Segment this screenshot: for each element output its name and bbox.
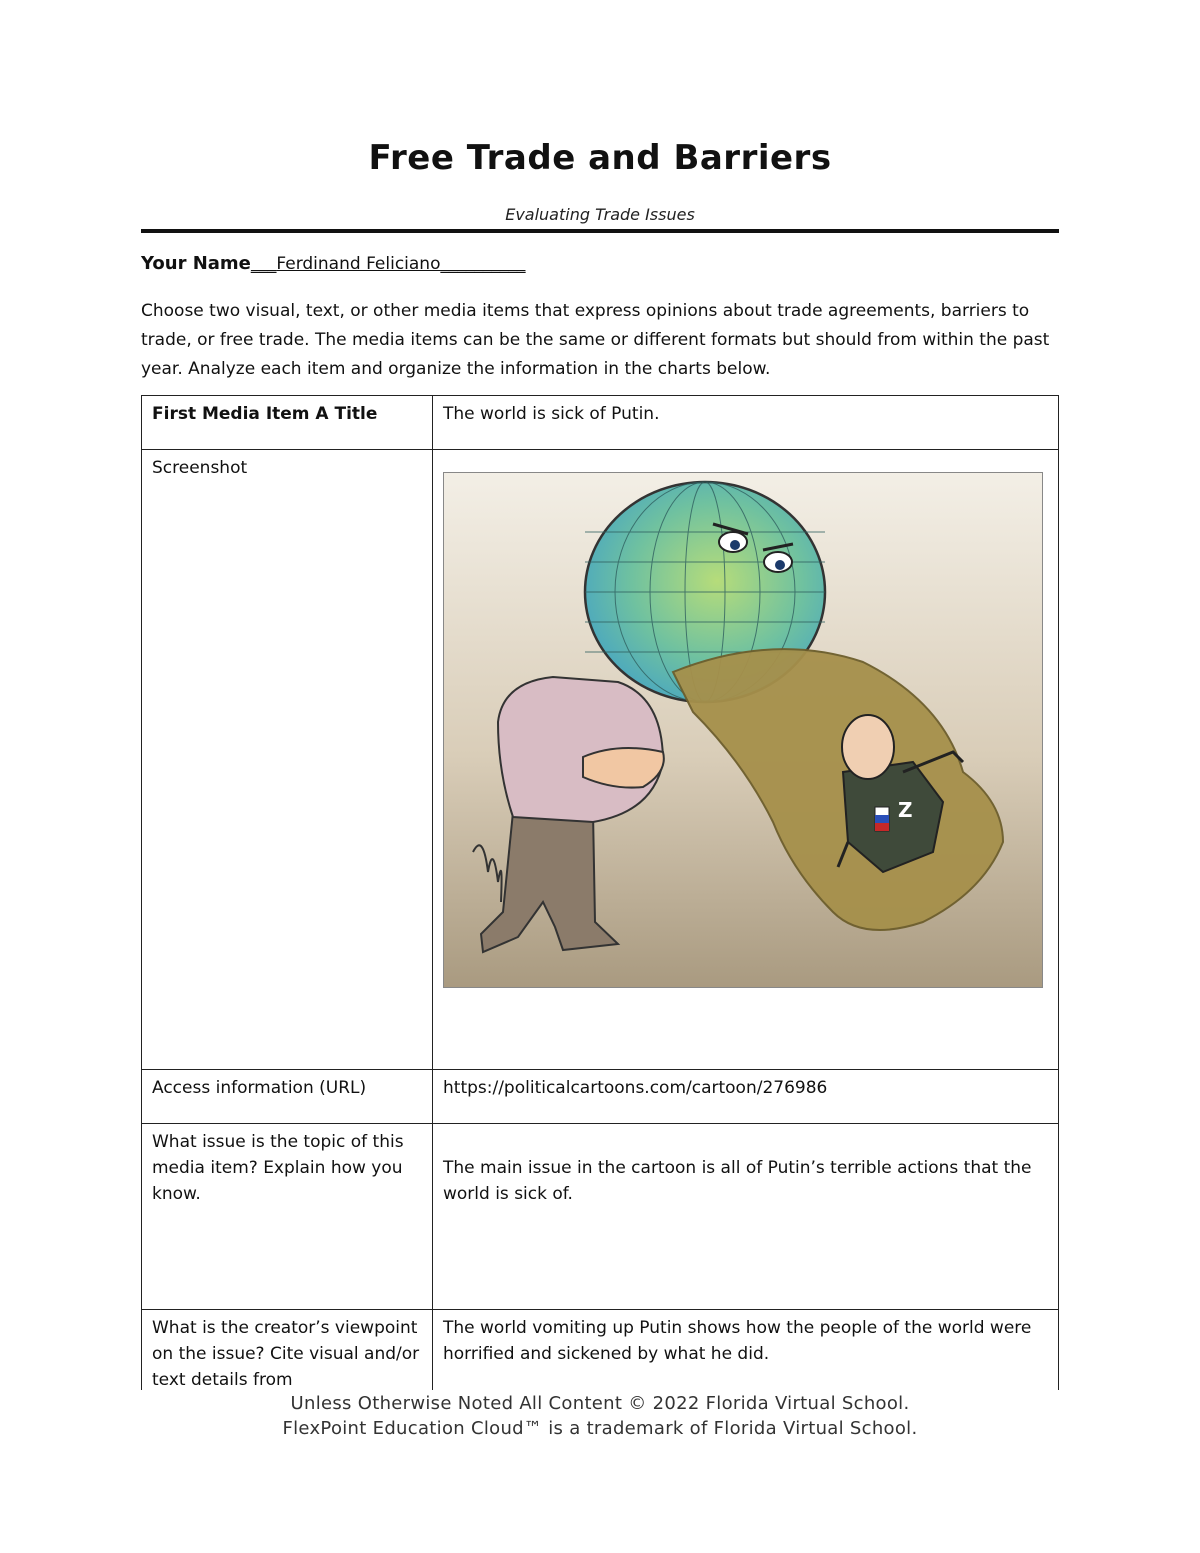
table-row (142, 1310, 1059, 1391)
page-subtitle: Evaluating Trade Issues (505, 205, 695, 224)
row-label: Access information (URL) (142, 1070, 433, 1124)
row-label: First Media Item A Title (142, 396, 433, 450)
page-title: Free Trade and Barriers (368, 138, 832, 178)
jacket-letter: Z (898, 798, 913, 822)
table-row (142, 1124, 1059, 1310)
instructions-paragraph: Choose two visual, text, or other media items that express opinions about trade agreements, barriers to trade, or free trade. The media items can be the same or different formats but should from within the past year. Analyze each item and organize the information in the charts below. (141, 301, 1050, 379)
student-name-value: Ferdinand Feliciano (276, 254, 441, 274)
row-value: The main issue in the cartoon is all of Putin’s terrible actions that the world is sick of. (433, 1124, 1059, 1310)
name-prefix-blank: ___ (250, 254, 277, 274)
student-name-line (141, 253, 525, 274)
row-label: What issue is the topic of this media item? Explain how you know. (142, 1124, 433, 1310)
row-value: The world vomiting up Putin shows how the people of the world were horrified and sickened by what he did. (433, 1310, 1059, 1391)
footer-line-2: FlexPoint Education Cloud™ is a trademark of Florida Virtual School. (282, 1418, 918, 1439)
name-label: Your Name (141, 253, 251, 274)
footer-line-1: Unless Otherwise Noted All Content © 2022 Florida Virtual School. (290, 1393, 910, 1414)
table-row (142, 396, 1059, 450)
political-cartoon-image (443, 472, 1043, 988)
table-row (142, 1070, 1059, 1124)
row-value: The world is sick of Putin. (433, 396, 1059, 450)
url-value: https://politicalcartoons.com/cartoon/276986 (433, 1070, 1059, 1124)
row-label: Screenshot (142, 450, 433, 1070)
table-row (142, 450, 1059, 1070)
screenshot-cell (433, 450, 1059, 1070)
row-label: What is the creator’s viewpoint on the issue? Cite visual and/or text details from (142, 1310, 433, 1391)
title-divider (141, 229, 1059, 233)
page-footer (0, 1391, 1200, 1441)
media-item-table (141, 395, 1059, 1390)
name-suffix-blank: __________ (440, 254, 526, 274)
